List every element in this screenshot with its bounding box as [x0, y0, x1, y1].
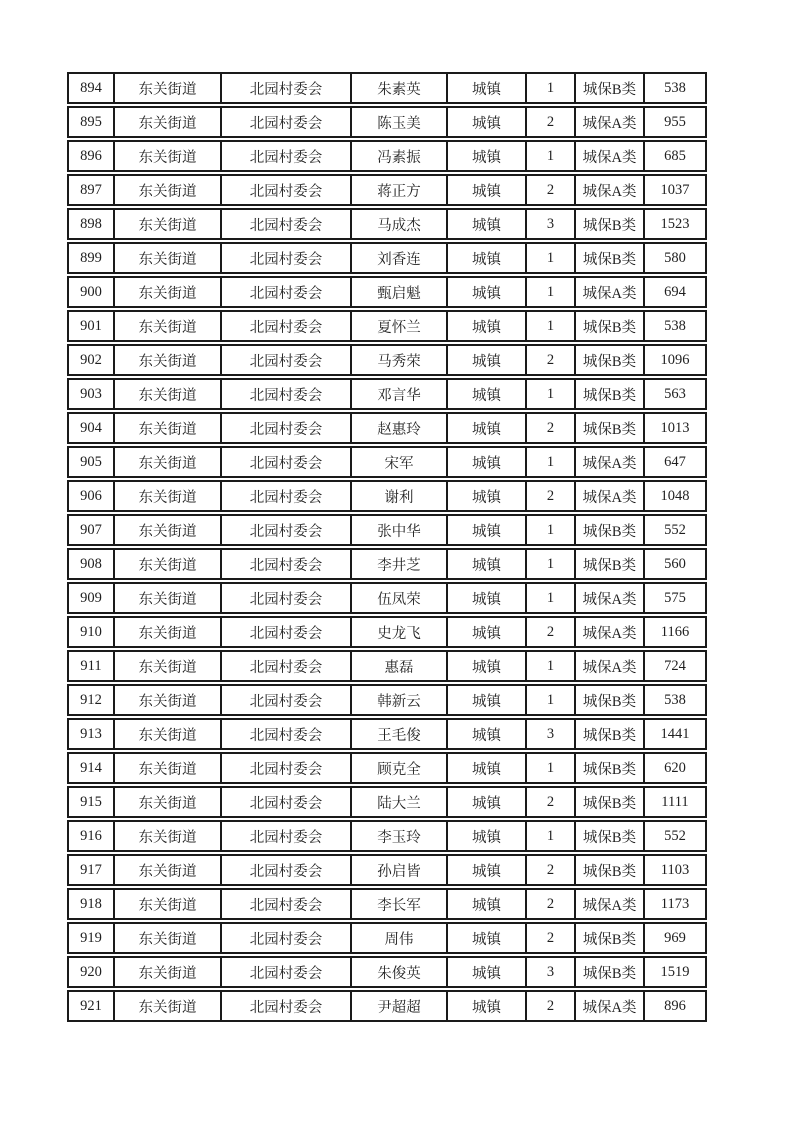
cell-count: 1 [525, 448, 574, 476]
cell-amount: 1048 [643, 482, 705, 510]
cell-residence: 城镇 [446, 788, 525, 816]
cell-name: 赵惠玲 [350, 414, 446, 442]
cell-seq: 907 [80, 521, 102, 538]
cell-count: 1 [525, 244, 574, 272]
cell-amount: 552 [643, 822, 705, 850]
cell-amount: 969 [643, 924, 705, 952]
cell-name: 惠磊 [350, 652, 446, 680]
cell-village: 北园村委会 [220, 550, 350, 578]
cell-amount: 620 [643, 754, 705, 782]
cell-street: 东关街道 [113, 686, 220, 714]
cell-count: 2 [525, 176, 574, 204]
cell-amount: 724 [643, 652, 705, 680]
cell-category: 城保A类 [574, 278, 643, 306]
table-row [67, 990, 707, 1022]
cell-residence: 城镇 [446, 482, 525, 510]
cell-street: 东关街道 [113, 244, 220, 272]
cell-count: 2 [525, 108, 574, 136]
table-row [67, 378, 707, 410]
cell-name: 李长军 [350, 890, 446, 918]
cell-category: 城保B类 [574, 856, 643, 884]
cell-seq: 896 [80, 147, 102, 164]
cell-village: 北园村委会 [220, 482, 350, 510]
cell-category: 城保A类 [574, 108, 643, 136]
cell-village: 北园村委会 [220, 822, 350, 850]
cell-village: 北园村委会 [220, 958, 350, 986]
cell-count: 1 [525, 686, 574, 714]
table-row [67, 956, 707, 988]
cell-seq: 919 [80, 929, 102, 946]
cell-name: 陆大兰 [350, 788, 446, 816]
cell-village: 北园村委会 [220, 992, 350, 1020]
cell-count: 1 [525, 754, 574, 782]
cell-count: 1 [525, 312, 574, 340]
cell-category: 城保A类 [574, 142, 643, 170]
cell-name: 蒋正方 [350, 176, 446, 204]
table-row [67, 684, 707, 716]
cell-name: 陈玉美 [350, 108, 446, 136]
cell-count: 3 [525, 210, 574, 238]
cell-amount: 1037 [643, 176, 705, 204]
cell-count: 1 [525, 142, 574, 170]
cell-seq: 902 [80, 351, 102, 368]
cell-amount: 538 [643, 686, 705, 714]
cell-amount: 647 [643, 448, 705, 476]
cell-street: 东关街道 [113, 584, 220, 612]
cell-village: 北园村委会 [220, 788, 350, 816]
cell-village: 北园村委会 [220, 618, 350, 646]
cell-residence: 城镇 [446, 584, 525, 612]
cell-category: 城保B类 [574, 720, 643, 748]
cell-count: 2 [525, 482, 574, 510]
cell-village: 北园村委会 [220, 74, 350, 102]
cell-village: 北园村委会 [220, 346, 350, 374]
cell-name: 冯素振 [350, 142, 446, 170]
cell-amount: 575 [643, 584, 705, 612]
cell-village: 北园村委会 [220, 176, 350, 204]
cell-category: 城保A类 [574, 584, 643, 612]
cell-name: 朱俊英 [350, 958, 446, 986]
cell-street: 东关街道 [113, 176, 220, 204]
table-row [67, 480, 707, 512]
cell-street: 东关街道 [113, 448, 220, 476]
cell-residence: 城镇 [446, 516, 525, 544]
table-row [67, 854, 707, 886]
cell-name: 朱素英 [350, 74, 446, 102]
cell-residence: 城镇 [446, 754, 525, 782]
table-row [67, 650, 707, 682]
cell-village: 北园村委会 [220, 210, 350, 238]
cell-count: 2 [525, 618, 574, 646]
cell-category: 城保A类 [574, 652, 643, 680]
cell-amount: 1519 [643, 958, 705, 986]
table-row [67, 412, 707, 444]
cell-street: 东关街道 [113, 788, 220, 816]
table-row [67, 344, 707, 376]
cell-street: 东关街道 [113, 924, 220, 952]
cell-category: 城保B类 [574, 380, 643, 408]
cell-amount: 1103 [643, 856, 705, 884]
cell-count: 3 [525, 720, 574, 748]
cell-residence: 城镇 [446, 550, 525, 578]
cell-residence: 城镇 [446, 924, 525, 952]
cell-category: 城保B类 [574, 788, 643, 816]
cell-village: 北园村委会 [220, 312, 350, 340]
cell-village: 北园村委会 [220, 448, 350, 476]
cell-street: 东关街道 [113, 652, 220, 680]
cell-name: 伍凤荣 [350, 584, 446, 612]
cell-seq: 901 [80, 317, 102, 334]
table-row [67, 174, 707, 206]
cell-seq: 916 [80, 827, 102, 844]
cell-category: 城保B类 [574, 210, 643, 238]
cell-count: 2 [525, 346, 574, 374]
cell-residence: 城镇 [446, 414, 525, 442]
benefits-table [67, 72, 707, 1024]
cell-village: 北园村委会 [220, 244, 350, 272]
cell-count: 1 [525, 278, 574, 306]
cell-amount: 580 [643, 244, 705, 272]
cell-name: 马秀荣 [350, 346, 446, 374]
cell-category: 城保B类 [574, 346, 643, 374]
cell-name: 顾克全 [350, 754, 446, 782]
cell-street: 东关街道 [113, 992, 220, 1020]
cell-amount: 1166 [643, 618, 705, 646]
cell-count: 3 [525, 958, 574, 986]
cell-residence: 城镇 [446, 108, 525, 136]
cell-village: 北园村委会 [220, 890, 350, 918]
cell-seq: 909 [80, 589, 102, 606]
cell-village: 北园村委会 [220, 754, 350, 782]
cell-village: 北园村委会 [220, 652, 350, 680]
cell-street: 东关街道 [113, 618, 220, 646]
cell-name: 王毛俊 [350, 720, 446, 748]
table-row [67, 786, 707, 818]
cell-category: 城保A类 [574, 618, 643, 646]
cell-category: 城保A类 [574, 890, 643, 918]
cell-street: 东关街道 [113, 890, 220, 918]
cell-street: 东关街道 [113, 312, 220, 340]
cell-name: 邓言华 [350, 380, 446, 408]
cell-seq: 897 [80, 181, 102, 198]
cell-amount: 1096 [643, 346, 705, 374]
table-row [67, 514, 707, 546]
cell-residence: 城镇 [446, 958, 525, 986]
cell-amount: 563 [643, 380, 705, 408]
cell-residence: 城镇 [446, 312, 525, 340]
cell-residence: 城镇 [446, 142, 525, 170]
cell-count: 2 [525, 856, 574, 884]
cell-residence: 城镇 [446, 278, 525, 306]
cell-count: 2 [525, 924, 574, 952]
cell-street: 东关街道 [113, 414, 220, 442]
cell-residence: 城镇 [446, 74, 525, 102]
table-row [67, 310, 707, 342]
cell-amount: 685 [643, 142, 705, 170]
cell-village: 北园村委会 [220, 516, 350, 544]
cell-name: 韩新云 [350, 686, 446, 714]
cell-residence: 城镇 [446, 176, 525, 204]
cell-amount: 1523 [643, 210, 705, 238]
cell-name: 宋军 [350, 448, 446, 476]
cell-category: 城保B类 [574, 244, 643, 272]
cell-residence: 城镇 [446, 652, 525, 680]
cell-name: 李井芝 [350, 550, 446, 578]
cell-residence: 城镇 [446, 890, 525, 918]
cell-seq: 903 [80, 385, 102, 402]
cell-category: 城保B类 [574, 312, 643, 340]
cell-count: 2 [525, 890, 574, 918]
cell-seq: 921 [80, 997, 102, 1014]
cell-count: 1 [525, 652, 574, 680]
cell-category: 城保B类 [574, 516, 643, 544]
cell-seq: 899 [80, 249, 102, 266]
cell-street: 东关街道 [113, 754, 220, 782]
cell-residence: 城镇 [446, 856, 525, 884]
table-row [67, 140, 707, 172]
cell-count: 1 [525, 584, 574, 612]
cell-village: 北园村委会 [220, 720, 350, 748]
cell-residence: 城镇 [446, 992, 525, 1020]
cell-street: 东关街道 [113, 822, 220, 850]
cell-street: 东关街道 [113, 482, 220, 510]
table-row [67, 582, 707, 614]
cell-street: 东关街道 [113, 380, 220, 408]
table-row [67, 718, 707, 750]
cell-name: 周伟 [350, 924, 446, 952]
cell-name: 李玉玲 [350, 822, 446, 850]
cell-street: 东关街道 [113, 958, 220, 986]
table-row [67, 616, 707, 648]
cell-seq: 894 [80, 79, 102, 96]
cell-category: 城保A类 [574, 448, 643, 476]
cell-category: 城保B类 [574, 822, 643, 850]
cell-category: 城保B类 [574, 754, 643, 782]
cell-seq: 914 [80, 759, 102, 776]
cell-seq: 906 [80, 487, 102, 504]
cell-count: 2 [525, 788, 574, 816]
cell-amount: 896 [643, 992, 705, 1020]
cell-name: 史龙飞 [350, 618, 446, 646]
cell-name: 孙启皆 [350, 856, 446, 884]
cell-seq: 898 [80, 215, 102, 232]
table-row [67, 276, 707, 308]
cell-seq: 913 [80, 725, 102, 742]
cell-residence: 城镇 [446, 210, 525, 238]
cell-amount: 1013 [643, 414, 705, 442]
cell-count: 1 [525, 550, 574, 578]
table-row [67, 208, 707, 240]
cell-category: 城保A类 [574, 176, 643, 204]
cell-village: 北园村委会 [220, 686, 350, 714]
cell-count: 1 [525, 516, 574, 544]
cell-street: 东关街道 [113, 856, 220, 884]
cell-village: 北园村委会 [220, 108, 350, 136]
cell-village: 北园村委会 [220, 584, 350, 612]
cell-residence: 城镇 [446, 720, 525, 748]
cell-name: 甄启魁 [350, 278, 446, 306]
cell-street: 东关街道 [113, 74, 220, 102]
cell-street: 东关街道 [113, 142, 220, 170]
cell-category: 城保B类 [574, 686, 643, 714]
cell-name: 刘香连 [350, 244, 446, 272]
table-row [67, 242, 707, 274]
cell-street: 东关街道 [113, 278, 220, 306]
table-row [67, 548, 707, 580]
table-row [67, 888, 707, 920]
cell-name: 马成杰 [350, 210, 446, 238]
cell-seq: 895 [80, 113, 102, 130]
cell-residence: 城镇 [446, 686, 525, 714]
cell-street: 东关街道 [113, 108, 220, 136]
cell-name: 尹超超 [350, 992, 446, 1020]
cell-seq: 918 [80, 895, 102, 912]
cell-name: 谢利 [350, 482, 446, 510]
cell-seq: 900 [80, 283, 102, 300]
cell-street: 东关街道 [113, 720, 220, 748]
cell-seq: 915 [80, 793, 102, 810]
cell-count: 1 [525, 822, 574, 850]
table-row [67, 446, 707, 478]
cell-amount: 694 [643, 278, 705, 306]
cell-residence: 城镇 [446, 380, 525, 408]
cell-amount: 552 [643, 516, 705, 544]
cell-category: 城保B类 [574, 958, 643, 986]
cell-category: 城保B类 [574, 414, 643, 442]
cell-category: 城保B类 [574, 924, 643, 952]
cell-village: 北园村委会 [220, 278, 350, 306]
table-row [67, 72, 707, 104]
cell-residence: 城镇 [446, 822, 525, 850]
cell-street: 东关街道 [113, 550, 220, 578]
cell-street: 东关街道 [113, 346, 220, 374]
table-row [67, 922, 707, 954]
cell-amount: 1111 [643, 788, 705, 816]
cell-street: 东关街道 [113, 210, 220, 238]
table-row [67, 752, 707, 784]
cell-seq: 911 [80, 657, 102, 674]
cell-residence: 城镇 [446, 346, 525, 374]
cell-village: 北园村委会 [220, 380, 350, 408]
cell-seq: 908 [80, 555, 102, 572]
cell-category: 城保B类 [574, 74, 643, 102]
cell-residence: 城镇 [446, 244, 525, 272]
cell-village: 北园村委会 [220, 856, 350, 884]
cell-seq: 910 [80, 623, 102, 640]
table-row [67, 106, 707, 138]
cell-count: 1 [525, 74, 574, 102]
cell-street: 东关街道 [113, 516, 220, 544]
cell-amount: 538 [643, 312, 705, 340]
cell-amount: 560 [643, 550, 705, 578]
cell-amount: 955 [643, 108, 705, 136]
cell-seq: 920 [80, 963, 102, 980]
cell-name: 张中华 [350, 516, 446, 544]
cell-residence: 城镇 [446, 448, 525, 476]
cell-village: 北园村委会 [220, 924, 350, 952]
table-row [67, 820, 707, 852]
cell-amount: 538 [643, 74, 705, 102]
cell-category: 城保A类 [574, 992, 643, 1020]
cell-name: 夏怀兰 [350, 312, 446, 340]
cell-seq: 917 [80, 861, 102, 878]
cell-village: 北园村委会 [220, 414, 350, 442]
cell-amount: 1441 [643, 720, 705, 748]
cell-category: 城保A类 [574, 482, 643, 510]
cell-amount: 1173 [643, 890, 705, 918]
cell-category: 城保B类 [574, 550, 643, 578]
cell-count: 2 [525, 414, 574, 442]
cell-count: 2 [525, 992, 574, 1020]
cell-seq: 904 [80, 419, 102, 436]
cell-village: 北园村委会 [220, 142, 350, 170]
cell-seq: 912 [80, 691, 102, 708]
cell-count: 1 [525, 380, 574, 408]
cell-residence: 城镇 [446, 618, 525, 646]
cell-seq: 905 [80, 453, 102, 470]
